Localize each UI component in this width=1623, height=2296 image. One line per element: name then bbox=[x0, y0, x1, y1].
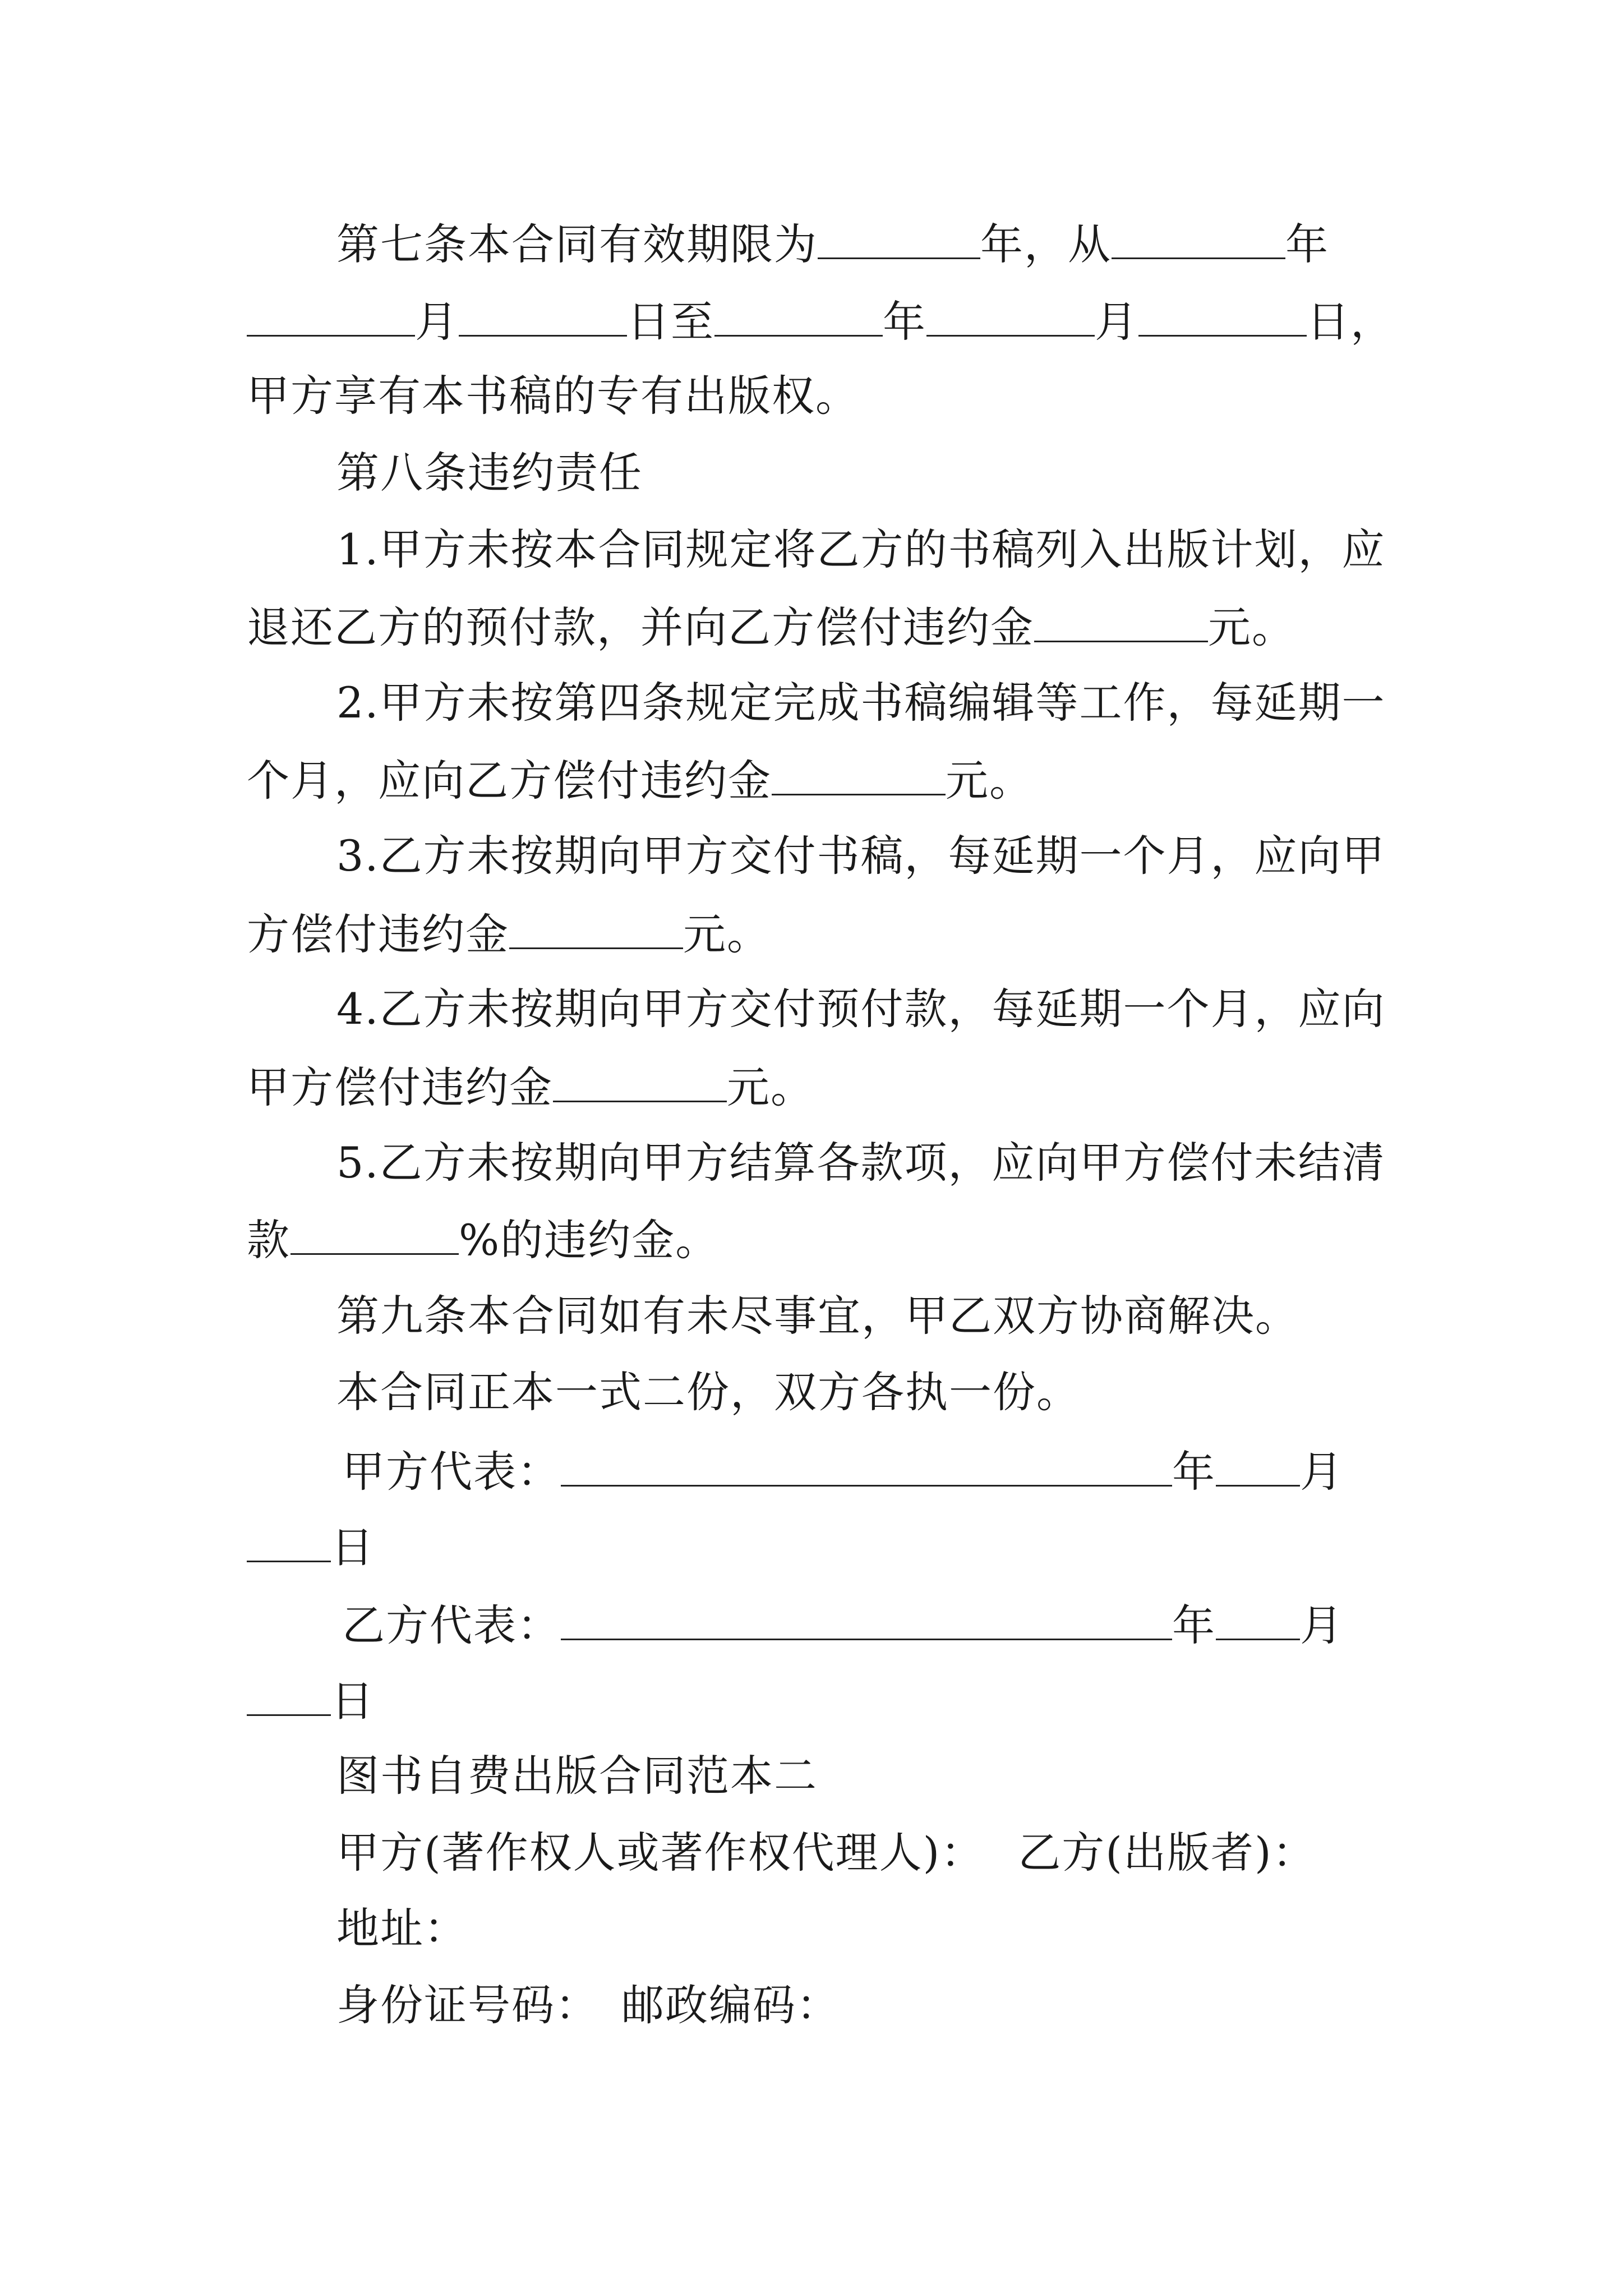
party-a-signature-line bbox=[342, 1447, 1344, 1497]
party-b-year: 年 bbox=[1172, 1600, 1216, 1650]
art8-item3-line1: 3.乙方未按期向甲方交付书稿，每延期一个月，应向甲 bbox=[336, 831, 1386, 881]
art7-line-1 bbox=[336, 219, 1329, 269]
party-b-day: 日 bbox=[331, 1676, 375, 1726]
party-a-day: 日 bbox=[331, 1522, 375, 1572]
party-b-signature-line bbox=[342, 1600, 1344, 1650]
party-a-year: 年 bbox=[1172, 1447, 1216, 1497]
art7-line-2 bbox=[247, 297, 1394, 347]
blank-start-year bbox=[1112, 222, 1285, 259]
item1-text: 退还乙方的预付款，并向乙方偿付违约金 bbox=[247, 602, 1034, 652]
yuan-text-1: 元。 bbox=[1208, 602, 1295, 652]
party-b-day-line bbox=[247, 1676, 375, 1726]
postal-code-label: 邮政编码： bbox=[621, 1980, 840, 2030]
blank-end-month bbox=[926, 299, 1095, 337]
art8-item2-line1: 2.甲方未按第四条规定完成书稿编辑等工作，每延期一 bbox=[336, 678, 1386, 728]
blank-penalty-2 bbox=[772, 758, 946, 795]
blank-start-day bbox=[459, 299, 627, 337]
party-a-day-blank bbox=[247, 1525, 331, 1562]
sample2-parties-line bbox=[336, 1828, 1316, 1878]
month-text-2: 月 bbox=[1095, 297, 1138, 347]
blank-penalty-4 bbox=[553, 1065, 727, 1102]
item2-text: 个月，应向乙方偿付违约金 bbox=[247, 756, 772, 806]
party-a-month: 月 bbox=[1300, 1447, 1344, 1497]
sample2-title: 图书自费出版合同范本二 bbox=[336, 1751, 818, 1801]
party-a-role: 甲方(著作权人或著作权代理人)： bbox=[336, 1828, 985, 1878]
party-a-month-blank bbox=[1216, 1449, 1300, 1487]
party-b-signature-blank bbox=[561, 1603, 1172, 1640]
party-a-day-line bbox=[247, 1522, 375, 1572]
art8-item3-line2 bbox=[247, 909, 771, 959]
blank-start-month bbox=[247, 299, 415, 337]
blank-penalty-percent bbox=[291, 1217, 459, 1255]
art7-term-text: 第七条本合同有效期限为 bbox=[336, 219, 818, 269]
yuan-text-3: 元。 bbox=[683, 909, 771, 959]
party-b-month-blank bbox=[1216, 1603, 1300, 1640]
art8-item1-line1: 1.甲方未按本合同规定将乙方的书稿列入出版计划，应 bbox=[336, 524, 1386, 574]
art9-text: 第九条本合同如有未尽事宜，甲乙双方协商解决。 bbox=[336, 1291, 1299, 1341]
party-a-label: 甲方代表： bbox=[342, 1447, 561, 1497]
item4-text: 甲方偿付违约金 bbox=[247, 1062, 553, 1112]
party-a-signature-blank bbox=[561, 1449, 1172, 1487]
blank-penalty-1 bbox=[1034, 605, 1208, 642]
month-text: 月 bbox=[415, 297, 459, 347]
blank-end-year bbox=[714, 299, 883, 337]
art8-item5-line1: 5.乙方未按期向甲方结算各款项，应向甲方偿付未结清 bbox=[336, 1138, 1386, 1188]
art8-item2-line2 bbox=[247, 756, 1033, 806]
item5-text: 款 bbox=[247, 1215, 291, 1265]
art8-item4-line2 bbox=[247, 1062, 814, 1112]
party-b-label: 乙方代表： bbox=[342, 1600, 561, 1650]
sample2-address: 地址： bbox=[336, 1903, 468, 1953]
party-b-month: 月 bbox=[1300, 1600, 1344, 1650]
art8-title: 第八条违约责任 bbox=[336, 448, 643, 498]
art7-from-text: 年，从 bbox=[980, 219, 1112, 269]
art8-item1-line2 bbox=[247, 602, 1295, 652]
art7-line-3: 甲方享有本书稿的专有出版权。 bbox=[247, 371, 859, 421]
art8-item5-line2 bbox=[247, 1215, 720, 1265]
day-text: 日， bbox=[1307, 297, 1394, 347]
year-text: 年 bbox=[883, 297, 926, 347]
item3-text: 方偿付违约金 bbox=[247, 909, 509, 959]
copies-text: 本合同正本一式二份，双方各执一份。 bbox=[336, 1367, 1080, 1417]
percent-text: %的违约金。 bbox=[459, 1215, 720, 1265]
sample2-id-postal-line bbox=[336, 1980, 840, 2030]
yuan-text-2: 元。 bbox=[946, 756, 1033, 806]
day-to-text: 日至 bbox=[627, 297, 714, 347]
yuan-text-4: 元。 bbox=[727, 1062, 814, 1112]
blank-end-day bbox=[1138, 299, 1307, 337]
party-b-day-blank bbox=[247, 1678, 331, 1716]
id-number-label: 身份证号码： bbox=[336, 1980, 599, 2030]
blank-years bbox=[818, 222, 980, 259]
art7-year-text: 年 bbox=[1285, 219, 1329, 269]
party-b-role: 乙方(出版者)： bbox=[1018, 1828, 1316, 1878]
art8-item4-line1: 4.乙方未按期向甲方交付预付款，每延期一个月，应向 bbox=[336, 984, 1386, 1034]
blank-penalty-3 bbox=[509, 912, 683, 949]
